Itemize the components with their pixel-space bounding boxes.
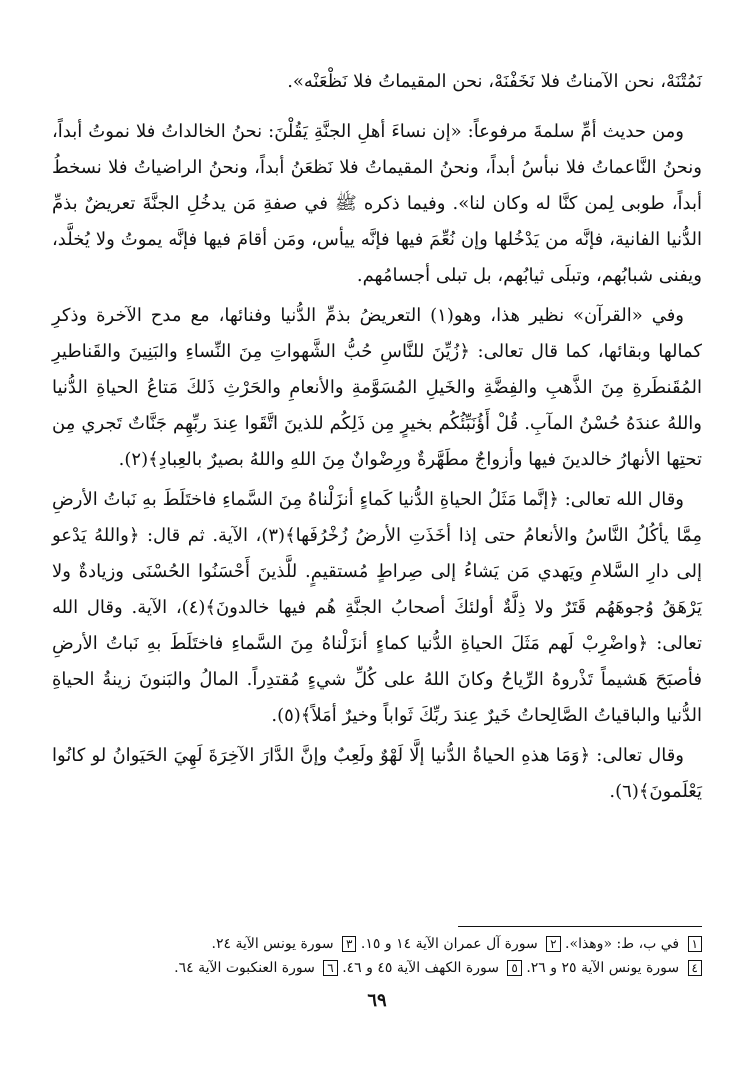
footnote-line-2	[52, 956, 702, 980]
footnote-number: ٢	[546, 936, 560, 952]
footnote-separator	[458, 926, 702, 927]
footnote-number: ٣	[342, 936, 356, 952]
footnotes	[52, 932, 702, 980]
footnote-text: سورة يونس الآية ٢٥ و ٢٦.	[526, 960, 680, 976]
paragraph-5: وقال تعالى: ﴿وَمَا هذهِ الحياةُ الدُّنيا إلَّا لَهْوٌ ولَعِبٌ وإنَّ الدَّارَ الآخِرَةَ لَهِيَ الحَيَوانُ لو كانُوا يَعْلَمونَ﴾(٦).	[52, 745, 702, 802]
footnote-number: ٥	[507, 960, 521, 976]
paragraph-4: وقال الله تعالى: ﴿إنَّما مَثَلُ الحياةِ الدُّنيا كَماءٍ أنزَلْناهُ مِنَ السَّماءِ فاختَلَطَ بهِ نَباتُ الأرضِ مِمَّا يأكُلُ النَّاسُ والأنعامُ حتى إذا أخَذَتِ الأرضُ زُخْرُفَها﴾(٣)، الآية. ثم قال: ﴿واللهُ يَدْعو إلى دارِ السَّلامِ ويَهدي مَن يَشاءُ إلى صِراطٍ مُستقيمٍ. للَّذينَ أَحْسَنُوا الحُسْنَى وزيادةٌ ولا يَرْهَقُ وُجوهَهُم قَتَرٌ ولا ذِلَّةٌ أولئكَ أصحابُ الجنَّةِ هُم فيها خالدونَ﴾(٤)، الآية. وقال الله تعالى: ﴿واضْرِبْ لَهم مَثَلَ الحياةِ الدُّنيا كماءٍ أنزَلْناهُ مِنَ السَّماءِ فاختَلَطَ بهِ نَباتُ الأرضِ فأصبَحَ هَشيماً تَذْروهُ الرِّياحُ وكانَ اللهُ على كُلِّ شيءٍ مُقتدِراً. المالُ والبَنونَ زينةُ الحياةِ الدُّنيا والباقياتُ الصَّالِحاتُ خَيرٌ عِندَ ربِّكَ ثَواباً وخيرٌ أمَلاً﴾(٥).	[52, 489, 703, 726]
footnote-text: سورة يونس الآية ٢٤.	[211, 936, 334, 952]
paragraph-3: وفي «القرآن» نظير هذا، وهو(١) التعريضُ بذمِّ الدُّنيا وفنائها، مع مدح الآخرة وذكرِ كمالها وبقائها، كما قال تعالى: ﴿زُيِّنَ للنَّاسِ حُبُّ الشَّهواتِ مِنَ النِّساءِ والبَنِينَ والقَناطيرِ المُقَنطَرةِ مِنَ الذَّهبِ والفِضَّةِ والخَيلِ المُسَوَّمةِ والأنعامِ والحَرْثِ ذَلكَ مَتاعُ الحياةِ الدُّنيا واللهُ عندَهُ حُسْنُ المآبِ. قُلْ أَؤُنَبِّئُكُم بخيرٍ مِن ذَلِكُم للذينَ اتَّقَوا عِندَ ربِّهِم جَنَّاتٌ تَجري مِن تحتِها الأنهارُ خالدينَ فيها وأزواجٌ مطَهَّرةٌ ورِضْوانٌ مِنَ اللهِ واللهُ بصيرٌ بالعِبادِ﴾(٢).	[52, 305, 702, 470]
footnote-line-1	[52, 932, 702, 956]
page-number: ٦٩	[367, 990, 387, 1011]
paragraph-1: نَمُتْنَهْ، نحن الآمناتُ فلا نَخَفْنَهْ، نحن المقيماتُ فلا نَظْعَنْه».	[287, 71, 702, 92]
footnote-text: سورة الكهف الآية ٤٥ و ٤٦.	[342, 960, 499, 976]
footnote-number: ٤	[688, 960, 702, 976]
paragraph-2: ومن حديث أمِّ سلمةَ مرفوعاً: «إن نساءَ أهلِ الجنَّةِ يَقُلْنَ: نحنُ الخالداتُ فلا نموتُ أبداً، ونحنُ النَّاعماتُ فلا نبأسُ أبداً، ونحنُ المقيماتُ فلا نَظعَنُ أبداً، ونحنُ الراضياتُ فلا نسخطُ أبداً، طوبى لِمن كنَّا له وكان لنا». وفيما ذكره ﷺ في صفةِ مَن يدخُلِ الجنَّةَ تعريضٌ بذمِّ الدُّنيا الفانية، فإنَّه من يَدْخُلها وإن نُعِّمَ فيها فإنَّه ييأس، ومَن أقامَ فيها فإنَّه يموتُ ولا يُخلَّد، ويفنى شبابُهم، وتبلَى ثيابُهم، بل تبلى أجسامُهم.	[52, 121, 702, 286]
footnote-text: في ب، ط: «وهذا».	[565, 936, 680, 952]
footnote-number: ١	[688, 936, 702, 952]
footnote-text: سورة العنكبوت الآية ٦٤.	[174, 960, 315, 976]
page-body	[52, 64, 702, 814]
footnote-number: ٦	[323, 960, 337, 976]
footnote-text: سورة آل عمران الآية ١٤ و ١٥.	[360, 936, 538, 952]
